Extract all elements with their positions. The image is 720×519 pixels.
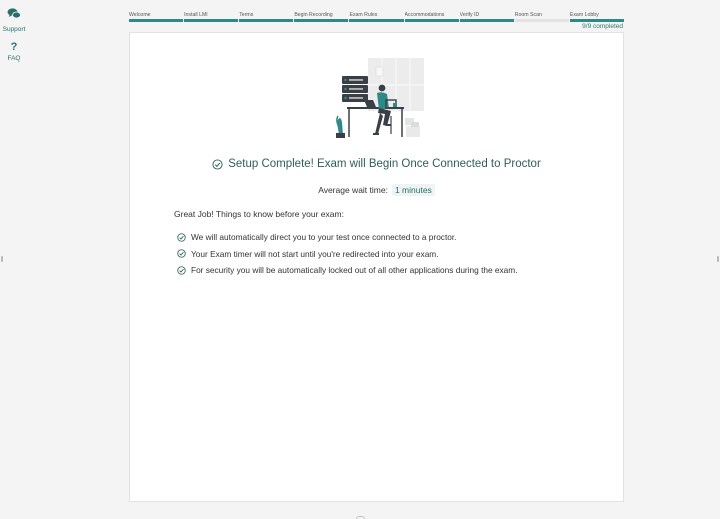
- progress-step-label: Terms: [239, 12, 254, 18]
- check-circle-icon: [177, 233, 186, 242]
- progress-step: [515, 12, 569, 22]
- tips-list: [177, 229, 518, 279]
- progress-step-label: Verify ID: [459, 12, 480, 18]
- tip-item: [177, 246, 518, 263]
- progress-step: [349, 12, 403, 22]
- main-card: [129, 32, 624, 502]
- progress-step-bar: [239, 19, 293, 22]
- tip-text: Your Exam timer will not start until you're redirected into your exam.: [191, 248, 439, 259]
- faq-button[interactable]: [0, 42, 28, 62]
- left-resize-handle[interactable]: [1, 256, 3, 262]
- progress-step-bar: [184, 19, 238, 22]
- progress-step-bar: [460, 19, 514, 22]
- tip-item: [177, 262, 518, 279]
- progress-step: [570, 12, 624, 22]
- headline-text: Setup Complete! Exam will Begin Once Connected to Proctor: [228, 158, 541, 170]
- faq-label: FAQ: [7, 55, 21, 62]
- progress-step: [239, 12, 293, 22]
- progress-step: [129, 12, 183, 22]
- wait-time: [130, 184, 623, 196]
- tip-item: [177, 229, 518, 246]
- progress-step: [460, 12, 514, 22]
- check-circle-icon: [177, 266, 186, 275]
- tips-intro: Great Job! Things to know before your exam:: [174, 209, 344, 219]
- progress-step-bar: [349, 19, 403, 22]
- progress-step-label: Exam Rules: [349, 12, 378, 18]
- progress-steps: [129, 12, 624, 22]
- right-resize-handle[interactable]: [717, 256, 719, 262]
- setup-complete-heading: [130, 158, 623, 170]
- question-mark-icon: ?: [10, 41, 18, 53]
- progress-step-label: Welcome: [129, 12, 151, 18]
- progress-step: [184, 12, 238, 22]
- progress-step-label: Room Scan: [514, 12, 542, 18]
- proctor-desk-illustration: [333, 58, 425, 140]
- progress-step: [405, 12, 459, 22]
- tip-text: For security you will be automatically locked out of all other applications during the exam.: [191, 265, 518, 276]
- progress-step-label: Exam Lobby: [569, 12, 599, 18]
- chat-bubbles-icon: [7, 6, 21, 24]
- wait-time-label: Average wait time:: [318, 185, 388, 195]
- progress-step-label: Begin Recording: [294, 12, 333, 18]
- progress-step-bar: [294, 19, 348, 22]
- progress-step-label: Accommodations: [404, 12, 445, 18]
- progress-count: 9/9 completed: [582, 23, 623, 30]
- progress-step-label: Install LMI: [184, 12, 208, 18]
- progress-step-bar: [405, 19, 459, 22]
- support-button[interactable]: [0, 6, 28, 33]
- progress-step: [294, 12, 348, 22]
- check-circle-icon: [212, 159, 223, 170]
- progress-step-bar: [570, 19, 624, 22]
- check-circle-icon: [177, 249, 186, 258]
- support-label: Support: [2, 26, 26, 33]
- progress-step-bar: [515, 19, 569, 22]
- wait-time-value: 1 minutes: [392, 184, 435, 196]
- progress-step-bar: [129, 19, 183, 22]
- tip-text: We will automatically direct you to your test once connected to a proctor.: [191, 232, 457, 243]
